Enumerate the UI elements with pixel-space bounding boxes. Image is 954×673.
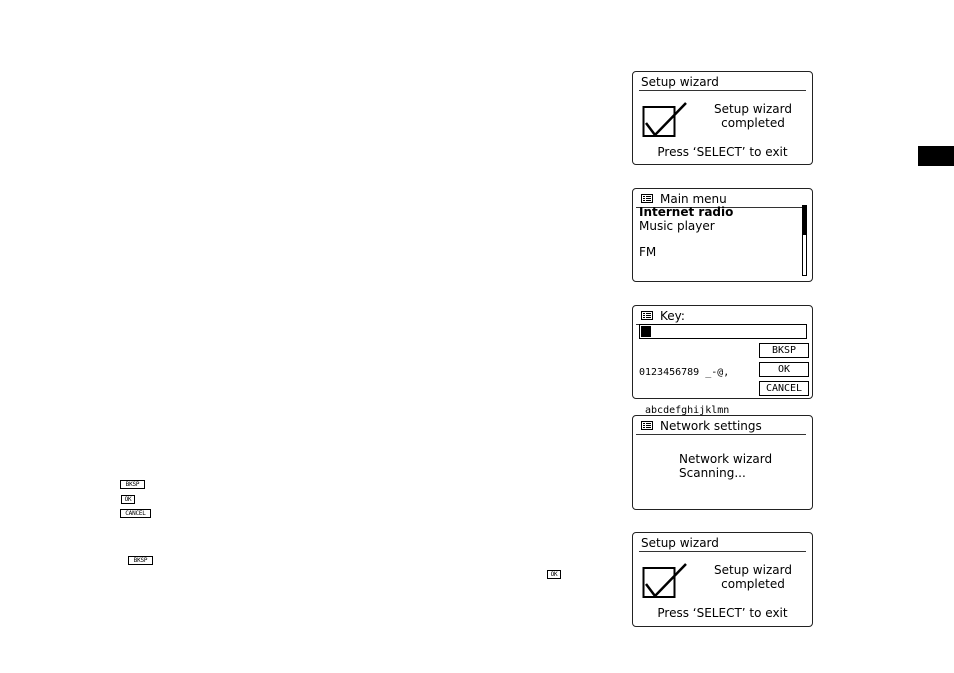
screen-title-text: Setup wizard (641, 74, 719, 89)
wizard-message-line2: completed (721, 577, 785, 591)
language-side-tab (918, 146, 954, 166)
screen-title-text: Main menu (660, 191, 727, 206)
wizard-message-line1: Setup wizard (714, 102, 792, 116)
char-row[interactable]: 0123456789 _-@, (639, 367, 730, 378)
inline-bksp-icon: BKSP (120, 480, 145, 489)
key-input-field[interactable] (639, 324, 807, 339)
screen-title-text: Key: (660, 308, 685, 323)
checkmark-icon (642, 563, 688, 599)
wizard-footer: Press ‘SELECT’ to exit (657, 606, 788, 620)
ok-button[interactable]: OK (759, 362, 809, 377)
checkmark-icon (642, 102, 688, 138)
screen-title (639, 534, 806, 552)
setup-wizard-screen-2 (632, 532, 813, 627)
backspace-button[interactable]: BKSP (759, 343, 809, 358)
screen-title (639, 73, 806, 91)
setup-wizard-screen-1 (632, 71, 813, 165)
wizard-footer: Press ‘SELECT’ to exit (657, 145, 788, 159)
cancel-button[interactable]: CANCEL (759, 381, 809, 396)
network-message-line2: Scanning... (679, 466, 746, 480)
key-entry-screen (632, 305, 813, 416)
network-message-line1: Network wizard (679, 452, 773, 466)
inline-bksp-icon: BKSP (128, 556, 153, 565)
menu-list (639, 205, 733, 259)
menu-item-internet-radio[interactable]: Internet radio (639, 205, 734, 219)
menu-list-icon (641, 311, 653, 320)
wizard-message-line1: Setup wizard (714, 563, 792, 577)
main-menu-screen (632, 188, 813, 282)
menu-gap (639, 233, 733, 245)
screen-title (636, 417, 806, 435)
text-cursor (641, 326, 651, 337)
inline-ok-icon: OK (547, 570, 561, 579)
network-message (679, 452, 772, 480)
wizard-message (699, 563, 807, 591)
screen-title-text: Network settings (660, 418, 762, 433)
scrollbar[interactable] (802, 205, 807, 276)
screen-title-text: Setup wizard (641, 535, 719, 550)
screen-title (636, 307, 806, 325)
wizard-message (699, 102, 807, 130)
char-row[interactable]: abcdefghijklmn (639, 404, 730, 416)
wizard-message-line2: completed (721, 116, 785, 130)
inline-cancel-icon: CANCEL (120, 509, 151, 518)
scrollbar-thumb[interactable] (803, 206, 806, 235)
network-settings-screen (632, 415, 813, 510)
menu-list-icon (641, 194, 653, 203)
menu-item-music-player[interactable]: Music player (639, 219, 715, 233)
inline-ok-icon: OK (121, 495, 135, 504)
menu-list-icon (641, 421, 653, 430)
menu-item-fm[interactable]: FM (639, 245, 657, 259)
